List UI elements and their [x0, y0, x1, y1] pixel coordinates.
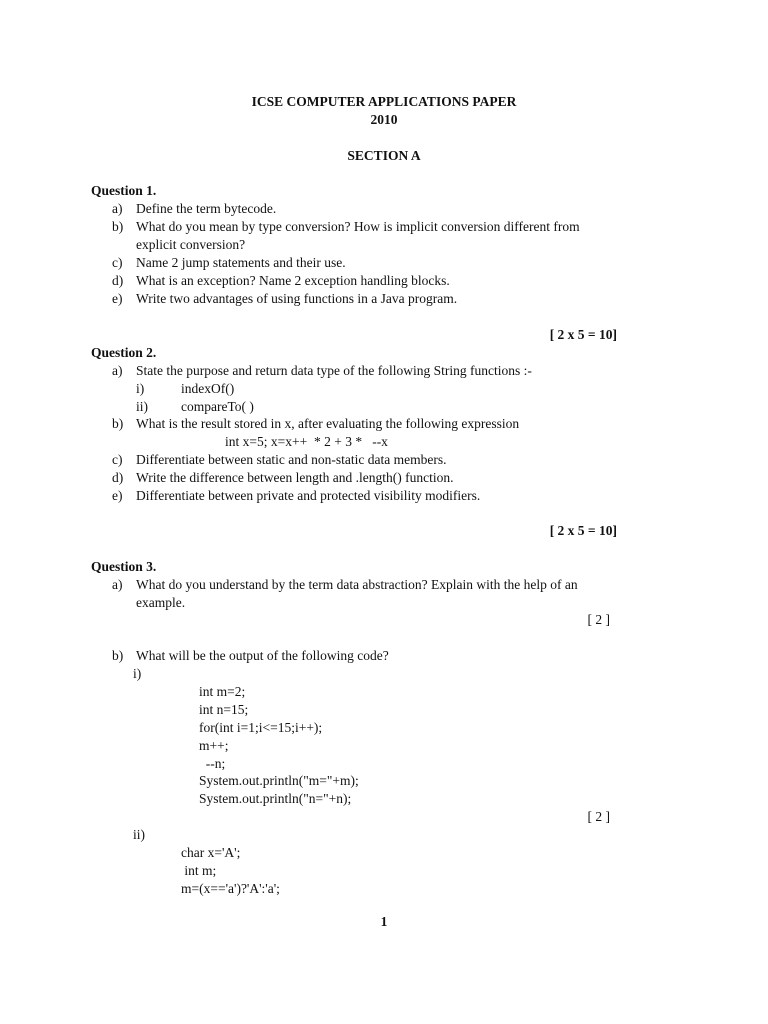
code-line: m=(x=='a')?'A':'a';: [181, 881, 280, 896]
code-line: --n;: [199, 756, 226, 771]
q2-marks: [ 2 x 5 = 10]: [549, 523, 617, 538]
q3-subitem-label: ii): [133, 827, 145, 842]
q2-item-text: What is the result stored in x, after evaluating the following expression: [136, 416, 520, 431]
q1-item-text: Write two advantages of using functions in a Java program.: [136, 291, 458, 306]
q1-item-text: What do you mean by type conversion? How is implicit conversion different from: [136, 219, 580, 234]
code-line: System.out.println("m="+m);: [199, 773, 359, 788]
q1-marks: [ 2 x 5 = 10]: [549, 327, 617, 342]
paper-title: ICSE COMPUTER APPLICATIONS PAPER: [251, 94, 517, 109]
q1-item-label: a): [112, 201, 123, 216]
q2-subitem-text: compareTo( ): [181, 399, 254, 414]
q2-item-label: c): [112, 452, 123, 467]
q2-item-text: Differentiate between static and non-static data members.: [136, 452, 447, 467]
question-1-heading: Question 1.: [91, 183, 157, 198]
q2-subitem-label: i): [136, 381, 145, 396]
q3-item-label: b): [112, 648, 124, 663]
q2-item-text: Differentiate between private and protected visibility modifiers.: [136, 488, 481, 503]
section-heading: SECTION A: [347, 148, 421, 163]
q1-item-text: What is an exception? Name 2 exception handling blocks.: [136, 273, 450, 288]
code-line: for(int i=1;i<=15;i++);: [199, 720, 323, 735]
q3-subitem-label: i): [133, 666, 142, 681]
q2-subitem-text: indexOf(): [181, 381, 235, 396]
q3a-marks: [ 2 ]: [587, 612, 610, 627]
code-line: char x='A';: [181, 845, 241, 860]
q2-item-label: a): [112, 363, 123, 378]
q2-item-text: Write the difference between length and .length() function.: [136, 470, 454, 485]
page-number: 1: [380, 914, 388, 929]
q2-subitem-label: ii): [136, 399, 148, 414]
q2-expression: int x=5; x=x++ * 2 + 3 * --x: [225, 434, 388, 449]
question-2-heading: Question 2.: [91, 345, 157, 360]
q3-item-text-cont: example.: [136, 595, 186, 610]
q1-item-label: b): [112, 219, 124, 234]
q3-item-text: What will be the output of the following code?: [136, 648, 389, 663]
q1-item-text-cont: explicit conversion?: [136, 237, 246, 252]
q1-item-label: e): [112, 291, 123, 306]
q1-item-text: Name 2 jump statements and their use.: [136, 255, 346, 270]
q1-item-label: c): [112, 255, 123, 270]
q2-item-label: b): [112, 416, 124, 431]
code-line: System.out.println("n="+n);: [199, 791, 352, 806]
code-line: int m=2;: [199, 684, 246, 699]
q1-item-label: d): [112, 273, 124, 288]
question-3-heading: Question 3.: [91, 559, 157, 574]
q2-item-label: e): [112, 488, 123, 503]
code-line: int m;: [181, 863, 217, 878]
q3-item-label: a): [112, 577, 123, 592]
paper-year: 2010: [370, 112, 398, 127]
q2-item-label: d): [112, 470, 124, 485]
q2-item-text: State the purpose and return data type of the following String functions :-: [136, 363, 532, 378]
code-line: int n=15;: [199, 702, 249, 717]
code-line: m++;: [199, 738, 229, 753]
q3-item-text: What do you understand by the term data abstraction? Explain with the help of an: [136, 577, 578, 592]
q3bi-marks: [ 2 ]: [587, 809, 610, 824]
q1-item-text: Define the term bytecode.: [136, 201, 277, 216]
